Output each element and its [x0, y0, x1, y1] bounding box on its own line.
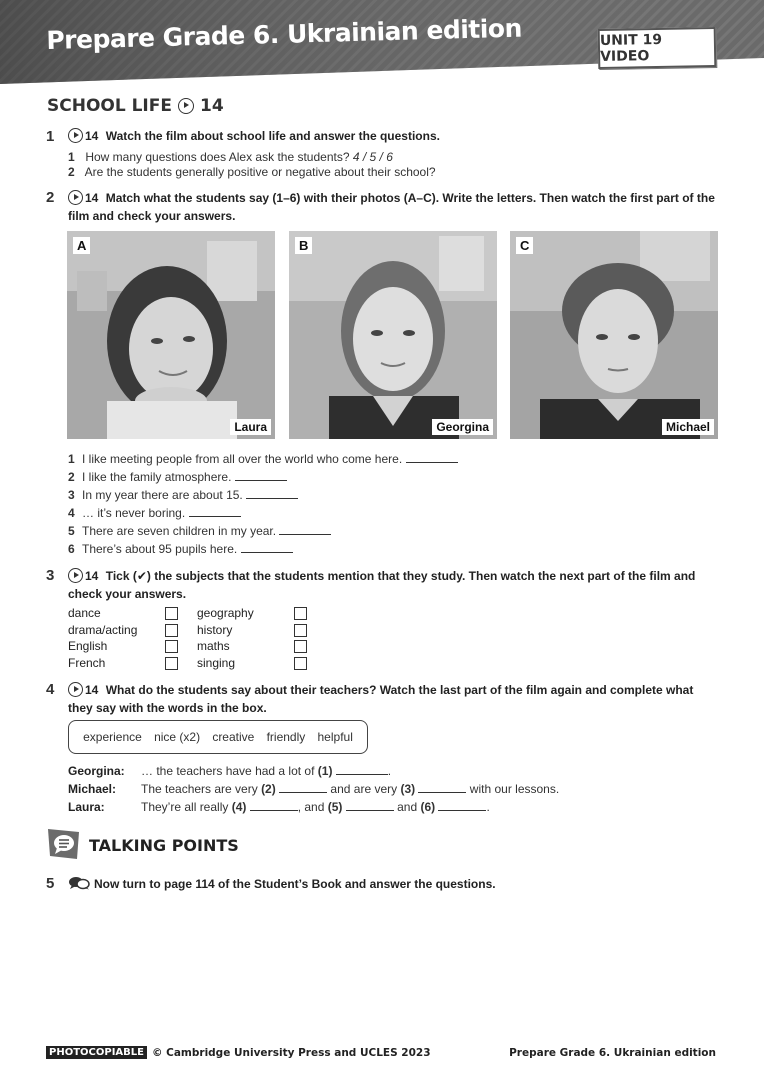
item-number: 1 — [68, 452, 75, 466]
speaker-label: Laura: — [68, 800, 105, 814]
photo-caption: Laura — [230, 419, 271, 435]
instruction-text: Tick (✔) the subjects that the students mention that they study. Then watch the next part of the film and check your answers. — [68, 569, 696, 601]
answer-gap[interactable] — [336, 765, 388, 775]
exercise-instruction — [68, 875, 718, 893]
instruction-text: Watch the film about school life and answer the questions. — [105, 129, 440, 143]
answer-gap[interactable] — [246, 489, 298, 499]
answer-gap[interactable] — [235, 471, 287, 481]
speech-text: . — [486, 800, 490, 814]
question-item — [68, 488, 298, 502]
exercise-number: 1 — [46, 128, 55, 145]
footer-left — [46, 1046, 431, 1059]
speech-line — [141, 800, 490, 814]
item-text: I like meeting people from all over the world who come here. — [82, 452, 403, 466]
play-icon[interactable] — [178, 98, 194, 114]
header-title: Prepare Grade 6. Ukrainian edition — [46, 13, 523, 55]
subject-label: maths — [197, 639, 230, 653]
speech-text: and are very — [327, 782, 401, 796]
speech-text: They’re all really — [141, 800, 232, 814]
speech-text: . — [387, 764, 392, 778]
speech-line — [141, 764, 391, 778]
exercise-instruction — [68, 189, 718, 225]
answer-gap[interactable] — [279, 783, 327, 793]
instruction-text: Now turn to page 114 of the Student’s Book and answer the questions. — [94, 877, 496, 891]
item-text: There’s about 95 pupils here. — [82, 542, 238, 556]
item-number: 2 — [68, 470, 75, 484]
checkbox[interactable] — [294, 607, 307, 620]
section-title — [47, 96, 224, 116]
clip-number: 14 — [85, 569, 99, 583]
speech-text: and — [393, 800, 421, 814]
question-item — [68, 506, 241, 520]
subject-label: geography — [197, 606, 254, 620]
photo-letter: B — [295, 237, 312, 254]
subject-label: history — [197, 623, 233, 637]
checkbox[interactable] — [294, 624, 307, 637]
word-option: helpful — [317, 730, 353, 744]
speaker-label: Michael: — [68, 782, 117, 796]
exercise-instruction — [68, 681, 718, 717]
header-banner — [0, 0, 764, 90]
checkbox[interactable] — [165, 607, 178, 620]
checkbox[interactable] — [294, 640, 307, 653]
copyright-text: © Cambridge University Press and UCLES 2023 — [151, 1046, 431, 1059]
item-text: There are seven children in my year. — [82, 524, 277, 538]
question-item — [68, 524, 331, 538]
checkbox[interactable] — [165, 624, 178, 637]
photo-laura — [67, 231, 275, 439]
item-number: 6 — [68, 542, 75, 556]
answer-gap[interactable] — [189, 507, 241, 517]
footer-book-title: Prepare Grade 6. Ukrainian edition — [509, 1047, 716, 1059]
section-clip-number: 14 — [200, 96, 224, 116]
checkbox[interactable] — [294, 657, 307, 670]
item-text: I like the family atmosphere. — [82, 470, 232, 484]
play-icon[interactable] — [68, 568, 83, 583]
exercise-number: 3 — [46, 567, 55, 584]
discussion-icon — [68, 876, 90, 890]
subject-label: singing — [197, 656, 236, 670]
item-number: 4 — [68, 506, 75, 520]
photo-michael — [510, 231, 718, 439]
item-options[interactable]: 4 / 5 / 6 — [352, 150, 393, 164]
question-item — [68, 452, 458, 466]
clip-number: 14 — [85, 683, 99, 697]
gap-number: (2) — [261, 782, 276, 796]
instruction-text: What do the students say about their teachers? Watch the last part of the film again and complete what they say with the words in the box. — [68, 683, 694, 715]
gap-number: (5) — [327, 800, 343, 814]
answer-gap[interactable] — [438, 801, 486, 811]
photo-caption: Georgina — [432, 419, 493, 435]
clip-number: 14 — [85, 129, 99, 143]
play-icon[interactable] — [68, 682, 83, 697]
answer-gap[interactable] — [346, 801, 394, 811]
unit-label: UNIT 19 VIDEO — [598, 27, 717, 69]
photo-letter: C — [516, 237, 533, 254]
item-number: 2 — [68, 165, 75, 179]
play-icon[interactable] — [68, 190, 83, 205]
answer-gap[interactable] — [279, 525, 331, 535]
word-option: nice (x2) — [154, 730, 201, 744]
talking-points-title: TALKING POINTS — [89, 836, 239, 855]
exercise-number: 2 — [46, 189, 55, 206]
speech-text: , and — [297, 800, 328, 814]
subject-label: English — [68, 639, 108, 653]
word-option: creative — [212, 730, 255, 744]
exercise-number: 4 — [46, 681, 55, 698]
exercise-instruction — [68, 567, 718, 603]
speech-text: with our lessons. — [466, 782, 560, 796]
subject-label: French — [68, 656, 106, 670]
question-item — [68, 542, 293, 556]
photo-letter: A — [73, 237, 90, 254]
speech-bubble-icon — [46, 828, 80, 860]
speech-line — [141, 782, 559, 796]
gap-number: (1) — [317, 764, 333, 778]
word-box — [68, 720, 368, 754]
item-text: … it’s never boring. — [82, 506, 186, 520]
question-item — [68, 150, 393, 164]
answer-gap[interactable] — [406, 453, 458, 463]
word-option: experience — [83, 730, 142, 744]
item-number: 5 — [68, 524, 75, 538]
gap-number: (3) — [400, 782, 416, 796]
answer-gap[interactable] — [250, 801, 298, 811]
speech-text: … the teachers have had a lot of — [141, 764, 318, 778]
exercise-instruction — [68, 127, 718, 145]
answer-gap[interactable] — [241, 543, 293, 553]
subject-label: dance — [68, 606, 101, 620]
speaker-label: Georgina: — [68, 764, 125, 778]
word-option: friendly — [266, 730, 306, 744]
question-item — [68, 165, 436, 179]
exercise-number: 5 — [46, 875, 55, 892]
gap-number: (4) — [231, 800, 247, 814]
photocopiable-badge: PHOTOCOPIABLE — [46, 1046, 147, 1059]
question-item — [68, 470, 287, 484]
checkbox[interactable] — [165, 657, 178, 670]
subject-label: drama/acting — [68, 623, 138, 637]
play-icon[interactable] — [68, 128, 83, 143]
photo-georgina — [289, 231, 497, 439]
clip-number: 14 — [85, 191, 99, 205]
instruction-text: Match what the students say (1–6) with their photos (A–C). Write the letters. Then watch the first part of the film and check your answers. — [68, 191, 715, 223]
item-number: 1 — [68, 150, 75, 164]
item-text: How many questions does Alex ask the students? — [85, 150, 350, 164]
item-number: 3 — [68, 488, 75, 502]
section-title-text: SCHOOL LIFE — [47, 96, 172, 116]
item-text: In my year there are about 15. — [82, 488, 243, 502]
item-text: Are the students generally positive or negative about their school? — [84, 165, 436, 179]
answer-gap[interactable] — [418, 783, 466, 793]
speech-text: The teachers are very — [141, 782, 262, 796]
checkbox[interactable] — [165, 640, 178, 653]
photo-caption: Michael — [662, 419, 714, 435]
gap-number: (6) — [420, 800, 436, 814]
